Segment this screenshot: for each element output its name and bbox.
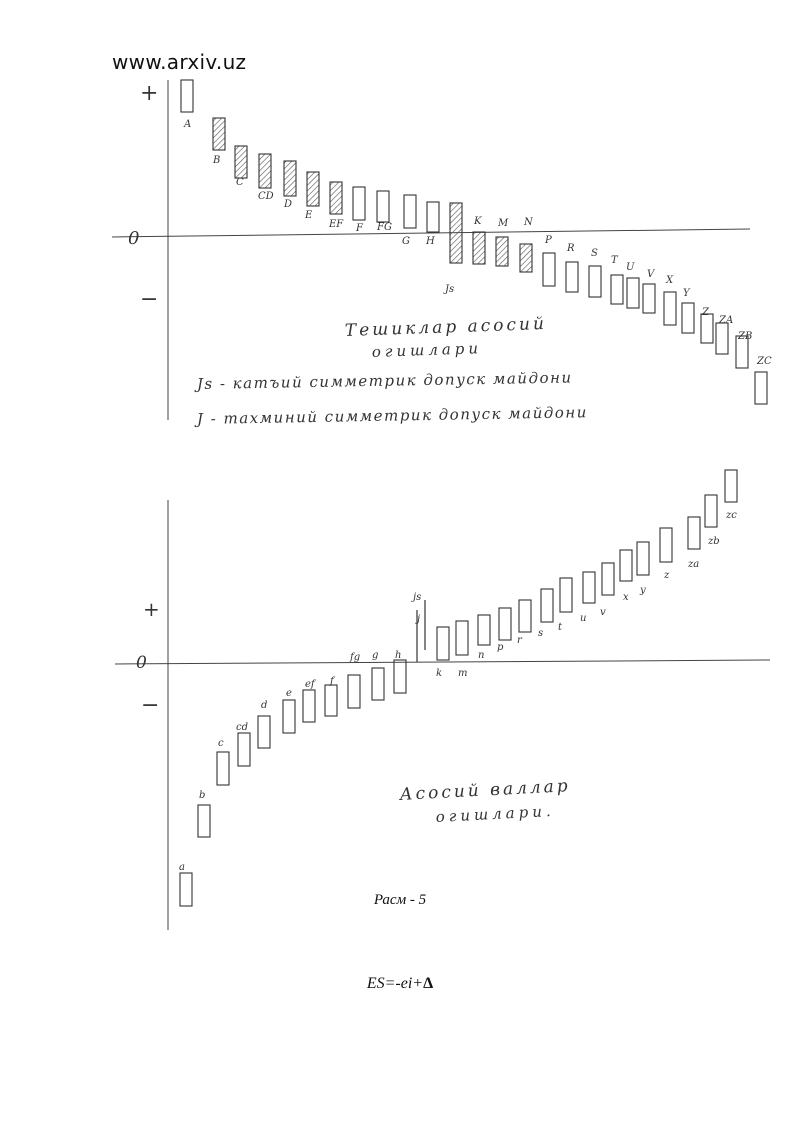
shaft-field-cd: [238, 733, 250, 766]
shaft-field-f: [325, 685, 337, 716]
holes-zero-sign: 0: [128, 228, 140, 249]
hole-label-a: A: [184, 119, 192, 130]
hole-field-p: [543, 253, 555, 286]
hole-field-t: [611, 275, 623, 304]
hole-field-g: [404, 195, 416, 228]
shaft-label-h: h: [395, 650, 402, 661]
shaft-label-s: s: [538, 628, 544, 639]
hole-label-s: S: [591, 248, 598, 259]
shaft-field-zc: [725, 470, 737, 502]
hole-label-n: N: [524, 217, 533, 228]
hole-field-a: [181, 80, 193, 112]
hole-label-zb: ZB: [738, 331, 753, 342]
hole-label-fg: FG: [377, 222, 392, 233]
site-url: www.arxiv.uz: [112, 50, 247, 74]
shaft-label-x: x: [623, 592, 629, 603]
holes-minus-sign: −: [140, 287, 159, 312]
shafts-zero-line: [115, 660, 770, 664]
hole-field-h: [427, 202, 439, 232]
hole-label-z: Z: [702, 307, 709, 318]
hole-field-c: [235, 146, 247, 178]
shaft-label-t: t: [558, 622, 563, 633]
shafts-title-line1: Асосий валлар: [399, 776, 572, 805]
shaft-label-e: e: [286, 688, 292, 699]
hole-label-t: T: [611, 255, 618, 266]
shafts-zero-sign: 0: [136, 653, 147, 673]
shaft-field-e: [283, 700, 295, 733]
shaft-label-m: m: [458, 668, 468, 679]
hole-field-cd: [259, 154, 271, 188]
shaft-label-j: j: [417, 614, 421, 625]
shaft-label-u: u: [580, 613, 587, 624]
shaft-label-v: v: [600, 607, 606, 618]
hole-field-ef: [330, 182, 342, 214]
shaft-field-v: [602, 563, 614, 595]
hole-label-cd: CD: [258, 191, 274, 202]
hole-label-za: ZA: [719, 315, 734, 326]
shaft-field-zb: [705, 495, 717, 527]
shafts-minus-sign: −: [141, 693, 160, 718]
hole-label-b: B: [213, 155, 221, 166]
figure-caption: Расм - 5: [373, 892, 427, 908]
shaft-label-r: r: [517, 635, 522, 646]
holes-note-js: Js - катъий симметрик допуск майдони: [196, 368, 573, 393]
shaft-field-u: [583, 572, 595, 603]
shaft-field-k: [437, 627, 449, 660]
hole-label-ef: EF: [329, 219, 344, 230]
shaft-label-k: k: [436, 668, 443, 679]
hole-field-n: [520, 244, 532, 272]
hole-field-b: [213, 118, 225, 150]
hole-field-k: [473, 232, 485, 264]
shaft-field-h: [394, 660, 406, 693]
shaft-label-za: za: [688, 559, 700, 570]
holes-note-j: J - тахминий симметрик допуск майдони: [196, 403, 588, 428]
shaft-field-c: [217, 752, 229, 785]
shaft-label-cd: cd: [236, 722, 249, 733]
shaft-field-m: [456, 621, 468, 655]
hole-label-d: D: [284, 199, 293, 210]
hole-label-h: H: [426, 236, 435, 247]
hole-label-f: F: [356, 223, 363, 234]
formula-delta: Δ: [423, 975, 434, 992]
hole-field-zc: [755, 372, 767, 404]
hole-field-za: [716, 323, 728, 354]
shaft-field-r: [519, 600, 531, 632]
shaft-field-ef: [303, 690, 315, 722]
shafts-plus-sign: +: [143, 597, 160, 621]
hole-field-f: [353, 187, 365, 220]
shaft-field-d: [258, 716, 270, 748]
hole-field-fg: [377, 191, 389, 222]
hole-label-c: C: [236, 177, 244, 188]
shaft-label-a: a: [179, 862, 185, 873]
hole-label-k: K: [474, 216, 482, 227]
holes-diagram: [112, 80, 772, 428]
shaft-label-n: n: [478, 650, 485, 661]
hole-label-u: U: [626, 262, 635, 273]
shaft-field-s: [541, 589, 553, 622]
hole-label-r: R: [567, 243, 575, 254]
hole-field-z: [701, 314, 713, 343]
shaft-field-p: [499, 608, 511, 640]
shaft-label-g: g: [372, 650, 379, 661]
hole-label-p: P: [545, 235, 552, 246]
shaft-field-z: [660, 528, 672, 562]
shaft-label-zc: zc: [726, 510, 737, 521]
formula-lhs: ES=-ei+: [366, 975, 424, 992]
hole-field-y: [682, 303, 694, 333]
hole-field-u: [627, 278, 639, 308]
holes-plus-sign: +: [140, 81, 159, 106]
shaft-field-fg: [348, 675, 360, 708]
shaft-field-za: [688, 517, 700, 549]
shaft-label-fg: fg: [350, 652, 361, 663]
shaft-label-ef: ef: [305, 679, 315, 690]
shaft-field-x: [620, 550, 632, 581]
shaft-label-y: y: [640, 585, 646, 596]
hole-field-js: [450, 203, 462, 263]
holes-title-line2: огишлари: [371, 339, 483, 361]
hole-field-m: [496, 237, 508, 266]
hole-label-m: M: [498, 218, 509, 229]
hole-label-e: E: [305, 210, 313, 221]
hole-field-s: [589, 266, 601, 297]
hole-field-x: [664, 292, 676, 325]
hole-label-x: X: [666, 275, 674, 286]
shaft-label-p: p: [497, 642, 504, 653]
shaft-field-n: [478, 615, 490, 645]
hole-label-y: Y: [683, 288, 690, 299]
shaft-label-js: js: [413, 592, 422, 603]
shaft-label-f: f: [330, 676, 334, 687]
shaft-field-y: [637, 542, 649, 575]
formula: [0, 975, 800, 993]
shaft-label-zb: zb: [708, 536, 720, 547]
hole-label-g: G: [402, 236, 410, 247]
shaft-label-c: c: [218, 738, 224, 749]
shafts-title-line2: огишлари.: [435, 801, 556, 826]
shaft-label-z: z: [664, 570, 670, 581]
shaft-field-t: [560, 578, 572, 612]
hole-field-r: [566, 262, 578, 292]
shaft-label-b: b: [199, 790, 206, 801]
shafts-diagram: [115, 470, 770, 930]
hole-label-js: Js: [445, 284, 455, 295]
holes-title-line1: Тешиклар асосий: [344, 313, 548, 341]
hole-label-v: V: [647, 269, 655, 280]
shaft-label-d: d: [261, 700, 268, 711]
shafts-bars: [179, 470, 737, 906]
hole-field-v: [643, 284, 655, 313]
shaft-field-b: [198, 805, 210, 837]
hole-field-e: [307, 172, 319, 206]
hole-field-d: [284, 161, 296, 196]
hole-label-zc: ZC: [757, 356, 772, 367]
shaft-field-g: [372, 668, 384, 700]
